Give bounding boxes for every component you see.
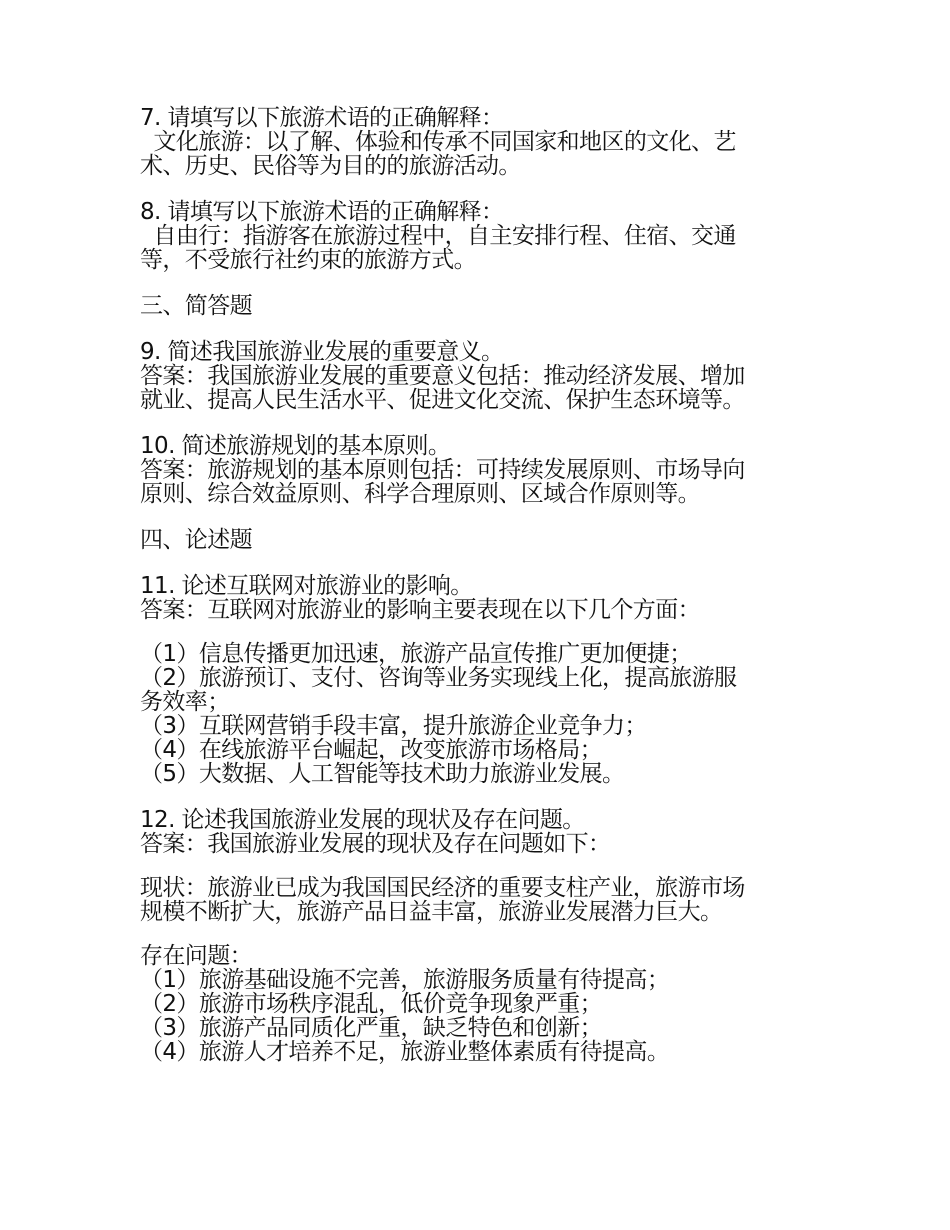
- answer-intro: 答案：我国旅游业发展的现状及存在问题如下：: [140, 831, 611, 857]
- question-7: [140, 106, 820, 178]
- status-paragraph-line: 现状：旅游业已成为我国国民经济的重要支柱产业，旅游市场: [140, 875, 745, 901]
- question-title: 7. 请填写以下旅游术语的正确解释：: [140, 105, 504, 131]
- list-item: （2）旅游市场秩序混乱，低价竞争现象严重；: [140, 991, 603, 1017]
- list-item: （2）旅游预订、支付、咨询等业务实现线上化，提高旅游服: [140, 665, 737, 691]
- status-paragraph-line: 规模不断扩大，旅游产品日益丰富，旅游业发展潜力巨大。: [140, 899, 723, 925]
- section-title-essay: 四、论述题: [140, 527, 253, 553]
- question-9: [140, 340, 820, 412]
- answer-line: 文化旅游：以了解、体验和传承不同国家和地区的文化、艺: [140, 129, 736, 155]
- answer-line: 答案：我国旅游业发展的重要意义包括：推动经济发展、增加: [140, 363, 745, 389]
- section-title-short-answer: 三、简答题: [140, 293, 253, 319]
- list-item: （5）大数据、人工智能等技术助力旅游业发展。: [140, 761, 625, 787]
- list-item: （4）旅游人才培养不足，旅游业整体素质有待提高。: [140, 1039, 670, 1065]
- problems-title: 存在问题：: [140, 943, 253, 969]
- list-item-continued: 务效率；: [140, 689, 230, 715]
- question-8: [140, 200, 820, 272]
- answer-line: 等，不受旅行社约束的旅游方式。: [140, 247, 477, 273]
- answer-intro: 答案：互联网对旅游业的影响主要表现在以下几个方面：: [140, 597, 701, 623]
- answer-line: 自由行：指游客在旅游过程中，自主安排行程、住宿、交通: [140, 223, 736, 249]
- list-item: （1）信息传播更加迅速，旅游产品宣传推广更加便捷；: [140, 641, 692, 667]
- question-10: [140, 434, 820, 506]
- list-item: （3）旅游产品同质化严重，缺乏特色和创新；: [140, 1015, 603, 1041]
- question-title: 10. 简述旅游规划的基本原则。: [140, 433, 451, 459]
- question-title: 12. 论述我国旅游业发展的现状及存在问题。: [140, 807, 585, 833]
- question-title: 11. 论述互联网对旅游业的影响。: [140, 573, 473, 599]
- answer-line: 答案：旅游规划的基本原则包括：可持续发展原则、市场导向: [140, 457, 745, 483]
- answer-line: 就业、提高人民生活水平、促进文化交流、保护生态环境等。: [140, 387, 745, 413]
- question-title: 9. 简述我国旅游业发展的重要意义。: [140, 339, 504, 365]
- question-12: [140, 808, 820, 1064]
- question-title: 8. 请填写以下旅游术语的正确解释：: [140, 199, 504, 225]
- list-item: （3）互联网营销手段丰富，提升旅游企业竞争力；: [140, 713, 647, 739]
- list-item: （1）旅游基础设施不完善，旅游服务质量有待提高；: [140, 967, 670, 993]
- answer-line: 术、历史、民俗等为目的的旅游活动。: [140, 153, 521, 179]
- answer-line: 原则、综合效益原则、科学合理原则、区域合作原则等。: [140, 481, 701, 507]
- question-11: [140, 574, 820, 786]
- document-page: [140, 106, 820, 1064]
- list-item: （4）在线旅游平台崛起，改变旅游市场格局；: [140, 737, 603, 763]
